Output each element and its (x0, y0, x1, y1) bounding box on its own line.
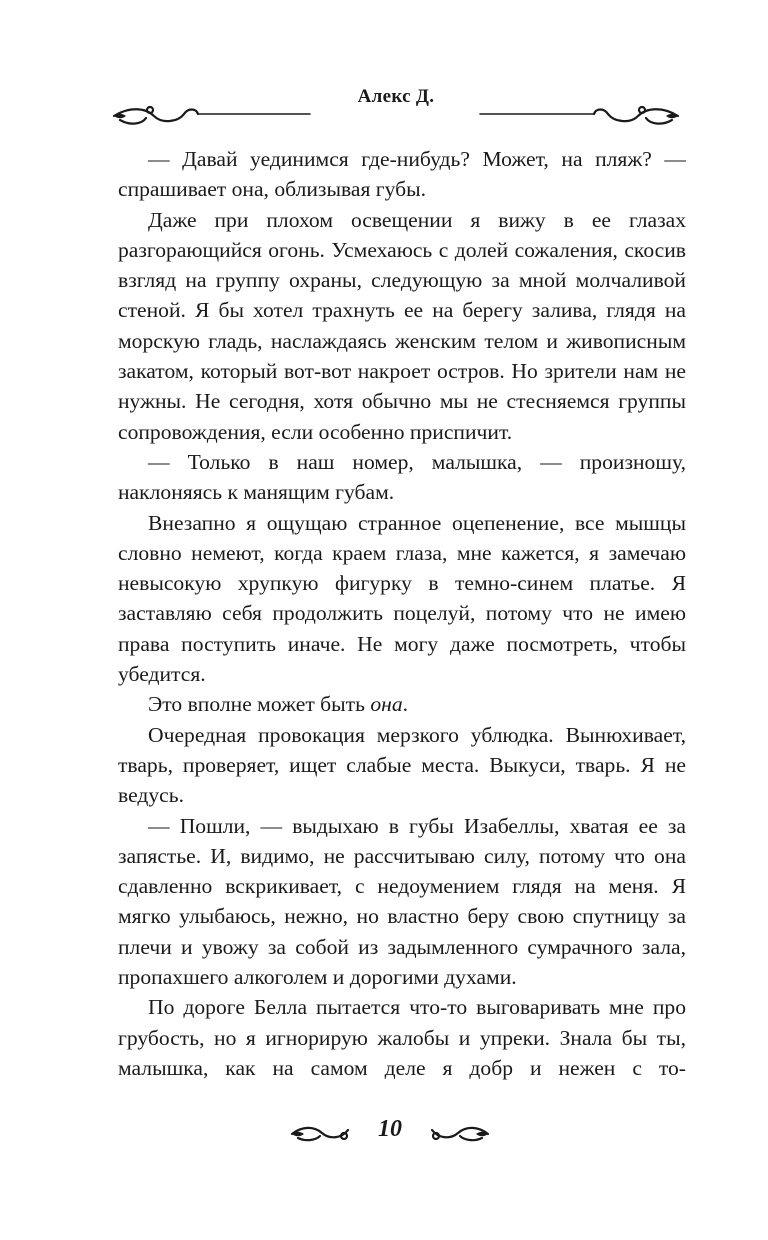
header-ornament-divider (110, 96, 682, 136)
paragraph-8: По дороге Белла пытается что-то выговаривать мне про грубость, но я игнорирую жалобы и упреки. Знала бы ты, малышка, как на самом деле я добр и нежен с то- (118, 995, 686, 1080)
paragraph-2: Даже при плохом освещении я вижу в ее глазах разгорающийся огонь. Усмехаюсь с долей сожаления, скосив взгляд на группу охраны, следующую за мной молчаливой стеной. Я бы хотел трахнуть ее на берегу залива, глядя на морскую гладь, наслаждаясь женским телом и живописным закатом, который вот-вот накроет остров. Но зрители нам не нужны. Не сегодня, хотя обычно мы не стесняемся группы сопровождения, если особенно приспичит. (118, 207, 686, 444)
page-number: 10 (378, 1116, 402, 1142)
paragraph-5-text: Это вполне может быть (148, 692, 371, 717)
paragraph-5 (118, 689, 686, 719)
footer-left-ornament (290, 1120, 352, 1146)
footer-right-ornament (428, 1120, 490, 1146)
paragraph-6: Очередная провокация мерзкого ублюдка. Вынюхивает, тварь, проверяет, ищет слабые места. Выкуси, тварь. Я не ведусь. (118, 722, 686, 808)
paragraph-7: — Пошли, — выдыхаю в губы Изабеллы, хватая ее за запястье. И, видимо, не рассчитываю силу, потому что она сдавленно вскрикивает, с недоумением глядя на меня. Я мягко улыбаюсь, нежно, но властно беру свою спутницу за плечи и увожу за собой из задымленного сумрачного зала, пропахшего алкоголем и дорогими духами. (118, 813, 686, 990)
running-header-author: Алекс Д. (357, 86, 435, 107)
paragraph-4: Внезапно я ощущаю странное оцепенение, все мышцы словно немеют, когда краем глаза, мне кажется, я замечаю невысокую хрупкую фигурку в темно-синем платье. Я заставляю себя продолжить поцелуй, потому что не имею права поступить иначе. Не могу даже посмотреть, чтобы убедится. (118, 510, 686, 687)
paragraph-5-end: . (402, 692, 409, 717)
main-text (118, 144, 686, 1083)
paragraph-1: — Давай уединимся где-нибудь? Может, на пляж? — спрашивает она, облизывая губы. (118, 147, 686, 202)
paragraph-3: — Только в наш номер, малышка, — произношу, наклоняясь к манящим губам. (118, 449, 686, 505)
paragraph-5-emphasis: она (370, 692, 403, 717)
page-footer (290, 1112, 490, 1152)
